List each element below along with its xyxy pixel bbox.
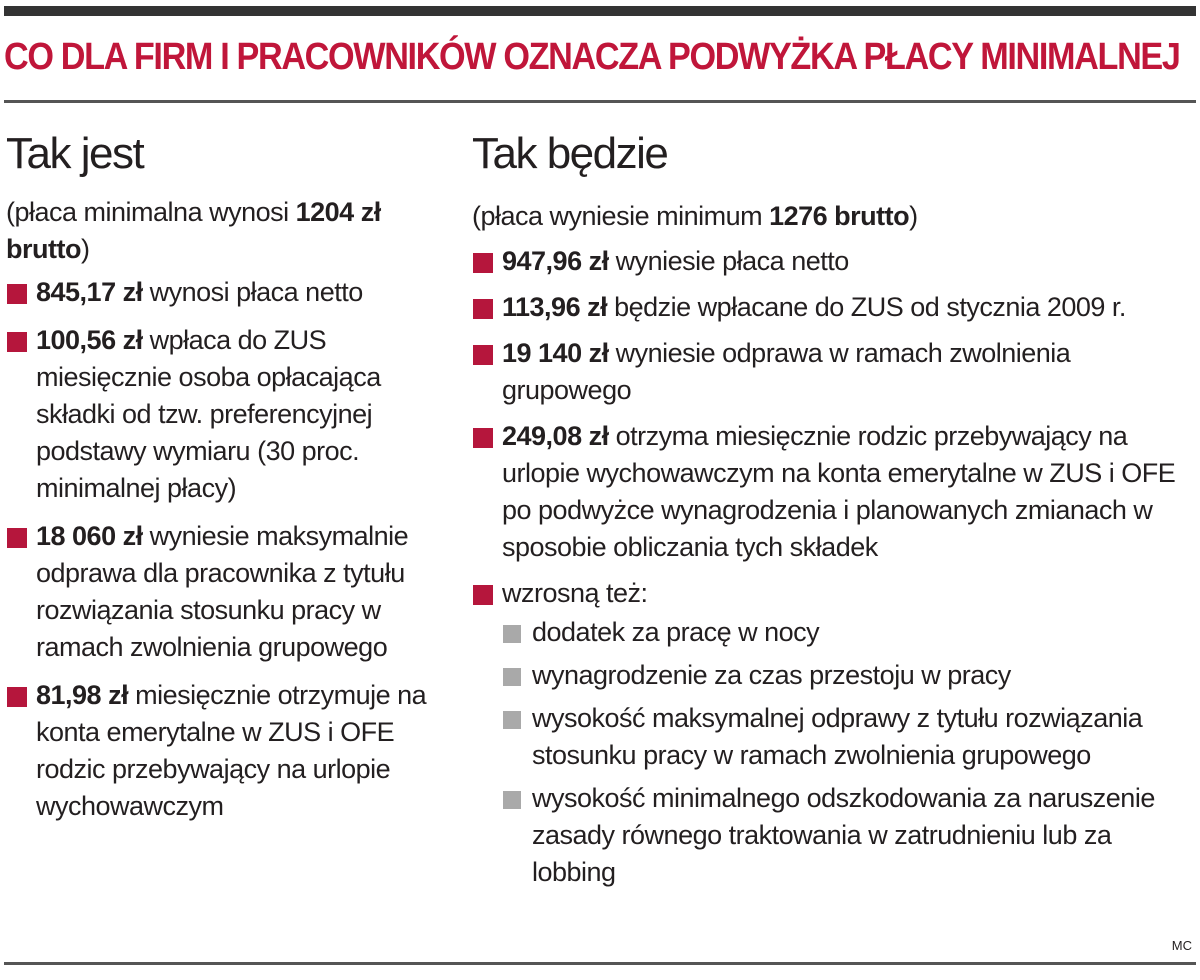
future-state-list <box>472 243 1194 891</box>
future-state-subtitle <box>472 198 1194 235</box>
sub-item-text: wynagrodzenie za czas przestoju w pracy <box>532 660 1011 690</box>
item-text: wyniesie płaca netto <box>608 246 849 276</box>
square-bullet-icon <box>7 687 27 707</box>
page-title: CO DLA FIRM I PRACOWNIKÓW OZNACZA PODWYŻKA PŁACY MINIMALNEJ <box>4 36 1180 78</box>
current-state-heading: Tak jest <box>6 129 144 178</box>
future-state-heading: Tak będzie <box>472 129 668 178</box>
item-text: będzie wpłacane do ZUS od stycznia 2009 r. <box>607 292 1126 322</box>
future-state-column <box>472 112 1194 900</box>
item-amount: 249,08 zł <box>502 421 609 451</box>
subtitle-amount: 1276 brutto <box>769 201 910 231</box>
gray-square-bullet-icon <box>503 668 521 686</box>
sub-list-item <box>502 700 1194 774</box>
list-item <box>472 335 1194 409</box>
gray-square-bullet-icon <box>503 791 521 809</box>
item-amount: 81,98 zł <box>36 680 129 710</box>
also-rising-list <box>502 614 1194 891</box>
sub-item-text: wysokość maksymalnej odprawy z tytułu rozwiązania stosunku pracy w ramach zwolnienia grupowego <box>532 703 1143 770</box>
item-text: wynosi płaca netto <box>142 277 363 307</box>
author-credit: MC <box>1171 938 1192 953</box>
gray-square-bullet-icon <box>503 625 521 643</box>
subtitle-suffix: ) <box>909 201 918 231</box>
item-amount: 100,56 zł <box>36 325 143 355</box>
item-text: otrzyma miesięcznie rodzic przebywający na urlopie wychowawczym na konta emerytalne w ZUS i OFE po podwyżce wynagrodzenia i planowanych zmianach w sposobie obliczania tych składek <box>502 421 1176 562</box>
current-state-list <box>6 274 446 825</box>
subtitle-suffix: ) <box>80 234 90 264</box>
sub-list-item <box>502 614 1194 651</box>
list-item <box>472 418 1194 566</box>
item-text: wyniesie maksymalnie odprawa dla pracownika z tytułu rozwiązania stosunku pracy w ramach zwolnienia grupowego <box>36 521 409 662</box>
list-item <box>472 575 1194 891</box>
sub-list-item <box>502 657 1194 694</box>
current-state-column <box>6 112 446 836</box>
sub-list-item <box>502 780 1194 891</box>
item-amount: 113,96 zł <box>502 292 608 322</box>
square-bullet-icon <box>7 284 27 304</box>
square-bullet-icon <box>473 345 493 365</box>
square-bullet-icon <box>473 428 493 448</box>
square-bullet-icon <box>473 253 493 273</box>
item-amount: 19 140 zł <box>502 338 609 368</box>
item-text: wyniesie odprawa w ramach zwolnienia grupowego <box>502 338 1071 405</box>
list-item <box>6 518 446 666</box>
top-rule <box>4 6 1196 16</box>
list-item <box>472 289 1194 326</box>
current-state-subtitle <box>6 194 446 268</box>
item-amount: 845,17 zł <box>36 277 143 307</box>
item-amount: 18 060 zł <box>36 521 143 551</box>
subtitle-prefix: (płaca wyniesie minimum <box>472 201 770 231</box>
subtitle-prefix: (płaca minimalna wynosi <box>6 197 296 227</box>
item-text: wpłaca do ZUS miesięcznie osoba opłacająca składki od tzw. preferencyjnej podstawy wymiaru (30 proc. minimalnej płacy) <box>36 325 381 503</box>
sub-item-text: wysokość minimalnego odszkodowania za naruszenie zasady równego traktowania w zatrudnieniu lub za lobbing <box>532 783 1155 887</box>
bottom-rule <box>4 962 1196 965</box>
item-text: wzrosną też: <box>502 578 648 608</box>
title-divider <box>4 100 1196 103</box>
item-text: miesięcznie otrzymuje na konta emerytalne w ZUS i OFE rodzic przebywający na urlopie wychowawczym <box>36 680 427 821</box>
square-bullet-icon <box>473 585 493 605</box>
list-item <box>6 274 446 311</box>
sub-item-text: dodatek za pracę w nocy <box>532 617 820 647</box>
square-bullet-icon <box>7 528 27 548</box>
square-bullet-icon <box>473 299 493 319</box>
list-item <box>6 322 446 507</box>
list-item <box>472 243 1194 280</box>
list-item <box>6 677 446 825</box>
item-amount: 947,96 zł <box>502 246 609 276</box>
subtitle-amount: 1204 zł brutto <box>6 197 381 264</box>
gray-square-bullet-icon <box>503 711 521 729</box>
square-bullet-icon <box>7 332 27 352</box>
